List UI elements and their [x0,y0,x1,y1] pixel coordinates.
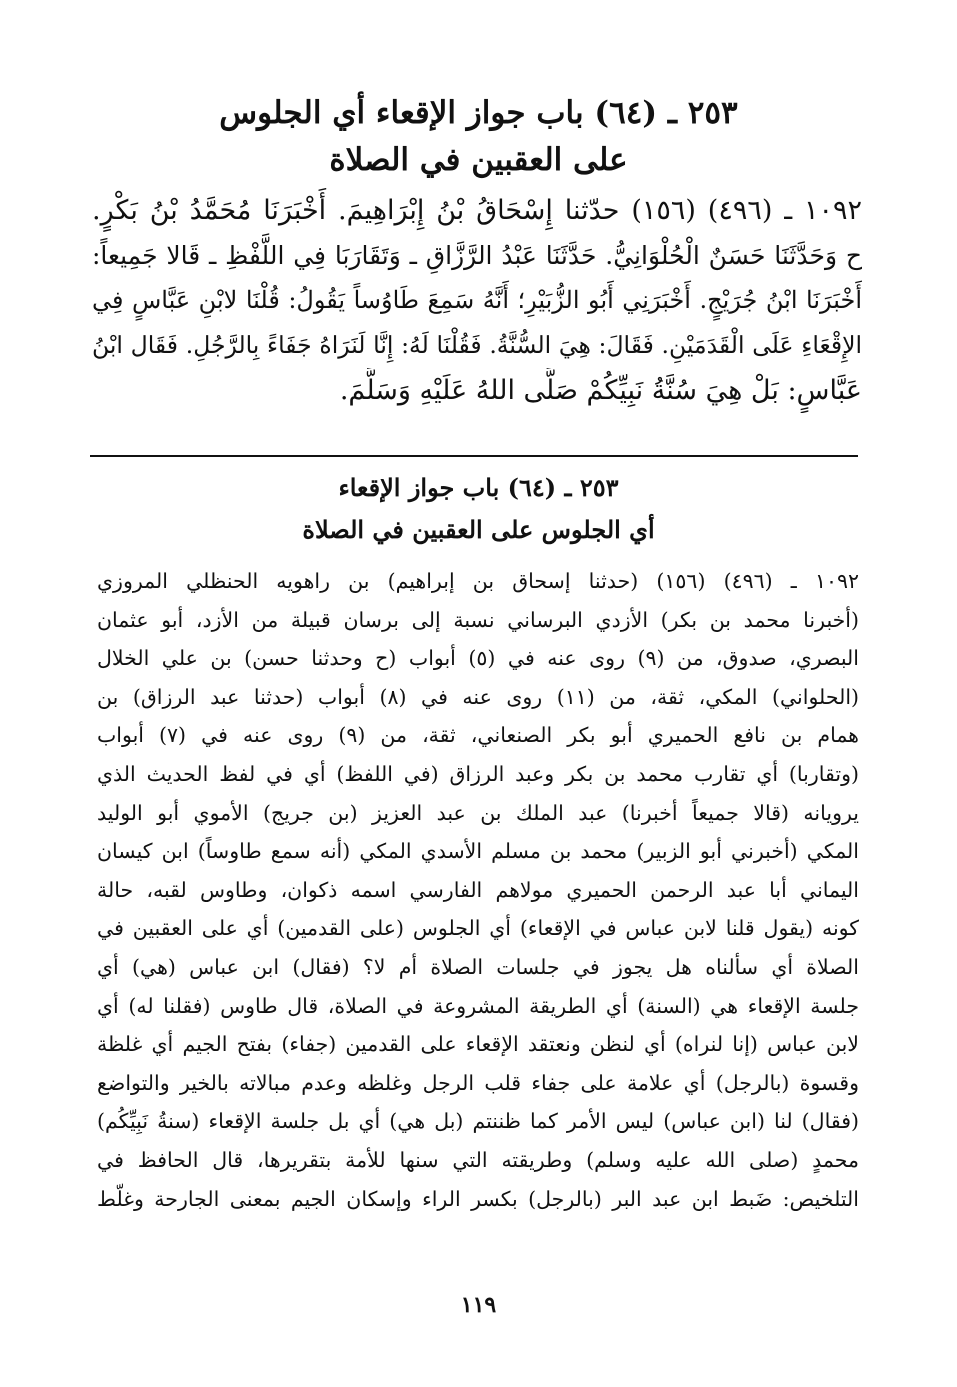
commentary-line: البصري، صدوق، من (٩) روى عنه في (٥) أبواب (ح وحدثنا حسن) بن علي الخلال [97,646,859,671]
chapter-title-line-2: على العقبين في الصلاة [329,142,628,178]
commentary-line: يرويانه (قالا جميعاً أخبرنا) عبد الملك بن عبد العزيز (بن جريج) الأموي أبو الوليد [97,800,859,825]
hadith-text [92,188,862,413]
page-number: ١١٩ [460,1292,497,1318]
commentary-line: لابن عباس (إنا لنراه) أي لنظن ونعتقد الإقعاء على القدمين (جفاء) بفتح الجيم أي غلظة [97,1032,859,1057]
commentary-line: (أخبرنا محمد بن بكر) الأزدي البرساني نسبة إلى برسان قبيلة من الأزد، أبو عثمان [97,607,859,632]
commentary-line: (فقال) لنا (ابن عباس) ليس الأمر كما ظننتم (بل هي) أي بل جلسة الإقعاء (سنةُ نَبِيِّكُم) [97,1109,859,1134]
commentary-line: (الحلواني) المكي، ثقة، من (١١) روى عنه في (٨) أبواب (حدثنا عبد الرزاق) بن [97,684,859,709]
commentary-line: همام بن نافع الحميري أبو بكر الصنعاني، ثقة، من (٩) روى عنه في (٧) أبواب [97,723,859,748]
separator-rule [90,455,858,457]
commentary-line: (وتقاربا) أي تقارب محمد بن بكر وعبد الرزاق (في اللفظ) أي في لفظ الحديث الذي [97,761,859,786]
chapter-title-line-1: ٢٥٣ ـ (٦٤) باب جواز الإقعاء أي الجلوس [219,95,738,131]
commentary-line: جلسة الإقعاء هي (السنة) أي الطريقة المشروعة في الصلاة، قال طاوس (فقلنا له) أي [97,993,859,1018]
commentary-line: الصلاة أي سألناه هل يجوز في جلسات الصلاة أم لا؟ (فقال) ابن عباس (هي) أي [97,954,859,979]
hadith-line: ح وَحَدَّثَنَا حَسَنٌ الْحُلْوَانِيُّ. حَدَّثَنَا عَبْدُ الرَّزَّاقِ ـ وَتَقَارَبَا فِي اللَّفْظِ ـ قَالا جَمِيعاً: [92,241,862,270]
commentary-line: اليماني أبا عبد الرحمن الحميري مولاهم الفارسي اسمه ذكوان، وطاوس لقبه، حالة [97,877,859,902]
hadith-line: الإِقْعَاءِ عَلَى الْقَدَمَيْنِ. فَقَالَ: هِيَ السُّنَّةُ. فَقُلْنَا لَهُ: إِنَّا لَنَرَاهُ جَفَاءً بِالرَّجُلِ. فَقَال ابْنُ [92,331,862,359]
hadith-line: عَبَّاسٍ: بَلْ هِيَ سُنَّةُ نَبِيِّكُمْ صَلَّى اللهُ عَلَيْهِ وَسَلَّمَ. [339,375,862,406]
commentary-title-line-1: ٢٥٣ ـ (٦٤) باب جواز الإقعاء [338,473,619,502]
commentary-line: المكي (أخبرني أبو الزبير) محمد بن مسلم الأسدي المكي (أنه سمع طاوساً) ابن كيسان [97,839,859,864]
commentary-line: التلخيص: ضَبط ابن عبد البر (بالرجل) بكسر الراء وإسكان الجيم بمعنى الجارحة وغلّط [97,1186,859,1211]
commentary-line: ١٠٩٢ ـ (٤٩٦) (١٥٦) (حدثنا إسحاق بن إبراهيم) بن راهويه الحنظلي المروزي [97,569,859,593]
hadith-line: ١٠٩٢ ـ (٤٩٦) (١٥٦) حدّثنا إِسْحَاقُ بْنُ إِبْرَاهِيمَ. أَخْبَرَنَا مُحَمَّدُ بْنُ بَكْرٍ. [92,195,862,226]
commentary-line: كونه (يقول قلنا لابن عباس في الإقعاء) أي الجلوس (على القدمين) أي على العقبين في [97,916,859,941]
commentary-line: وقسوة (بالرجل) أي علامة على جفاء قلب الرجل وغلظه وعدم مبالاته بالخير والتواضع [97,1070,859,1095]
commentary-title-line-2: أي الجلوس على العقبين في الصلاة [302,515,655,544]
hadith-line: أَخْبَرَنَا ابْنُ جُرَيْجٍ. أَخْبَرَنِي أَبُو الزُّبَيْرِ؛ أَنَّهُ سَمِعَ طَاوُساً يَقُولُ: قُلْنَا لابْنِ عَبَّاسٍ فِي [92,286,862,314]
commentary-text [97,562,859,1218]
commentary-line: محمدٍ (صلى الله عليه وسلم) وطريقته التي سنها للأمة بتقريرها، قال الحافظ في [97,1147,859,1172]
